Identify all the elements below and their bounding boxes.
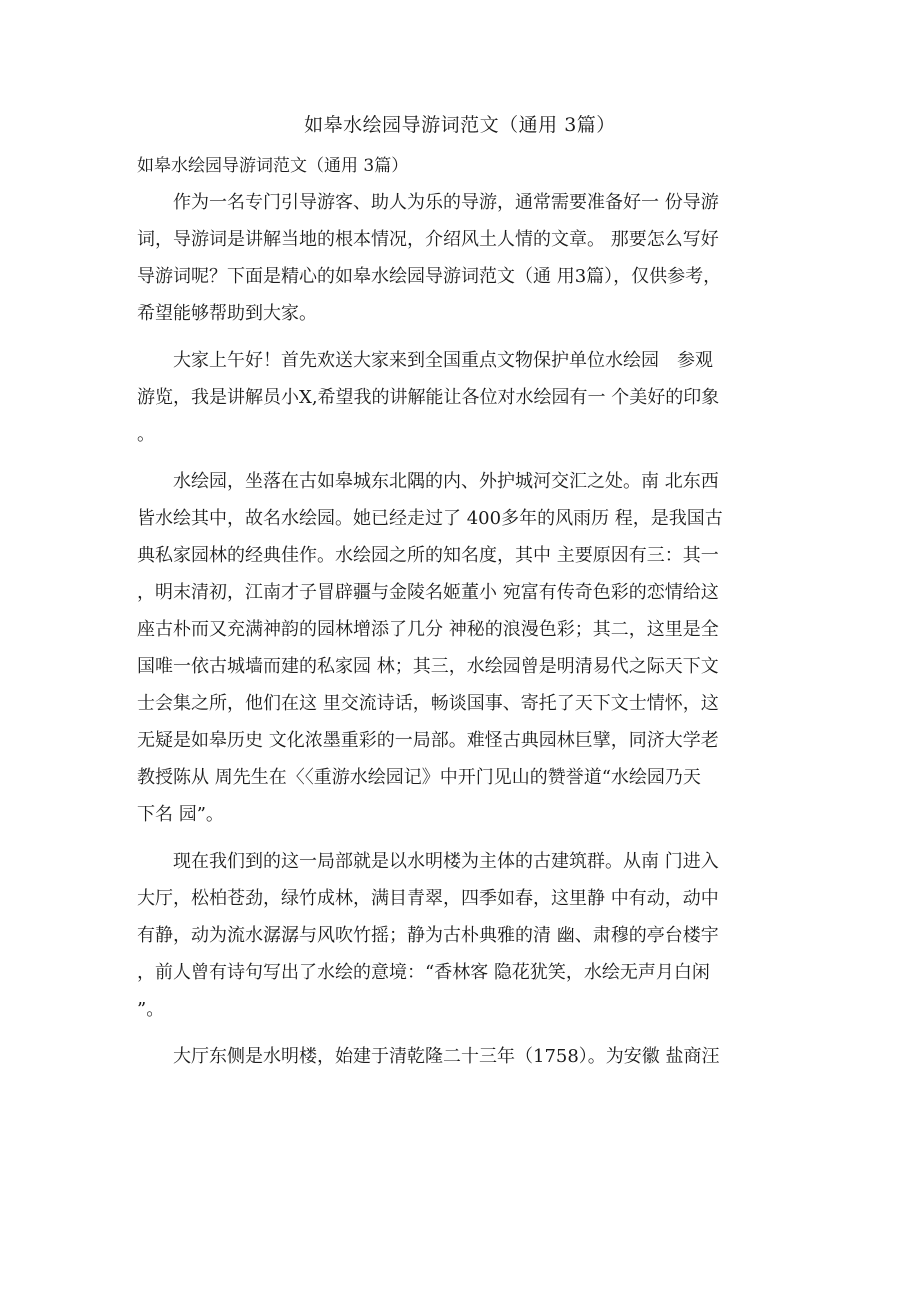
text-line: 典私家园林的经典佳作。水绘园之所的知名度，其中 主要原因有三：其一 [137,545,719,566]
paragraph-gap [137,1028,762,1038]
text-line: 国唯一依古城墙而建的私家园 林；其三，水绘园曾是明清易代之际天下文 [137,656,719,677]
paragraph-history [137,463,762,833]
text-line: 无疑是如皋历史 文化浓墨重彩的一局部。难怪古典园林巨擘，同济大学老 [137,730,719,751]
paragraph-gap [137,453,762,463]
text-line: 下名 园”。 [137,804,224,825]
text-line: 士会集之所，他们在这 里交流诗话，畅谈国事、寄托了天下文士情怀，这 [137,693,719,714]
paragraph-greeting [137,342,762,453]
text-line: 教授陈从 周先生在〈〈重游水绘园记》中开门见山的赞誉道“水绘园乃天 [137,767,701,788]
document-body [137,184,762,1075]
text-line: 大家上午好！首先欢送大家来到全国重点文物保护单位水绘园 参观 [137,350,713,371]
text-line: ，前人曾有诗句写出了水绘的意境：“香林客 隐花犹笑，水绘无声月白闲 [137,962,710,983]
text-line: 。 [137,424,155,445]
document-title: 如皋水绘园导游词范文（通用 3篇） [304,114,616,136]
text-line: 皆水绘其中，故名水绘园。她已经走过了 400多年的风雨历 程，是我国古 [137,508,723,529]
text-line: 作为一名专门引导游客、助人为乐的导游，通常需要准备好一 份导游 [137,192,719,213]
paragraph-gap [137,833,762,843]
text-line: 水绘园，坐落在古如皋城东北隅的内、外护城河交汇之处。南 北东西 [137,471,719,492]
text-line: 大厅东侧是水明楼，始建于清乾隆二十三年（1758）。为安徽 盐商汪 [137,1046,720,1067]
paragraph-buildings [137,843,762,1028]
text-line: 大厅，松柏苍劲，绿竹成林，满目青翠，四季如春，这里静 中有动，动中 [137,888,719,909]
text-line: 现在我们到的这一局部就是以水明楼为主体的古建筑群。从南 门进入 [137,851,719,872]
text-line: 座古朴而又充满神韵的园林增添了几分 神秘的浪漫色彩；其二，这里是全 [137,619,719,640]
text-line: 有静，动为流水潺潺与风吹竹摇；静为古朴典雅的清 幽、肃穆的亭台楼宇 [137,925,719,946]
text-line: ”。 [137,999,165,1020]
text-line: ，明末清初，江南才子冒辟疆与金陵名姬董小 宛富有传奇色彩的恋情给这 [137,582,719,603]
text-line: 希望能够帮助到大家。 [137,303,317,324]
paragraph-intro [137,184,762,332]
text-line: 游览，我是讲解员小X,希望我的讲解能让各位对水绘园有一 个美好的印象 [137,387,720,408]
text-line: 导游词呢？下面是精心的如皋水绘园导游词范文（通 用3篇），仅供参考， [137,266,722,287]
document-subtitle: 如皋水绘园导游词范文（通用 3篇） [137,156,409,176]
text-line: 词，导游词是讲解当地的根本情况，介绍风土人情的文章。 那要怎么写好 [137,229,719,250]
paragraph-gap [137,332,762,342]
paragraph-shuiming-tower [137,1038,762,1075]
